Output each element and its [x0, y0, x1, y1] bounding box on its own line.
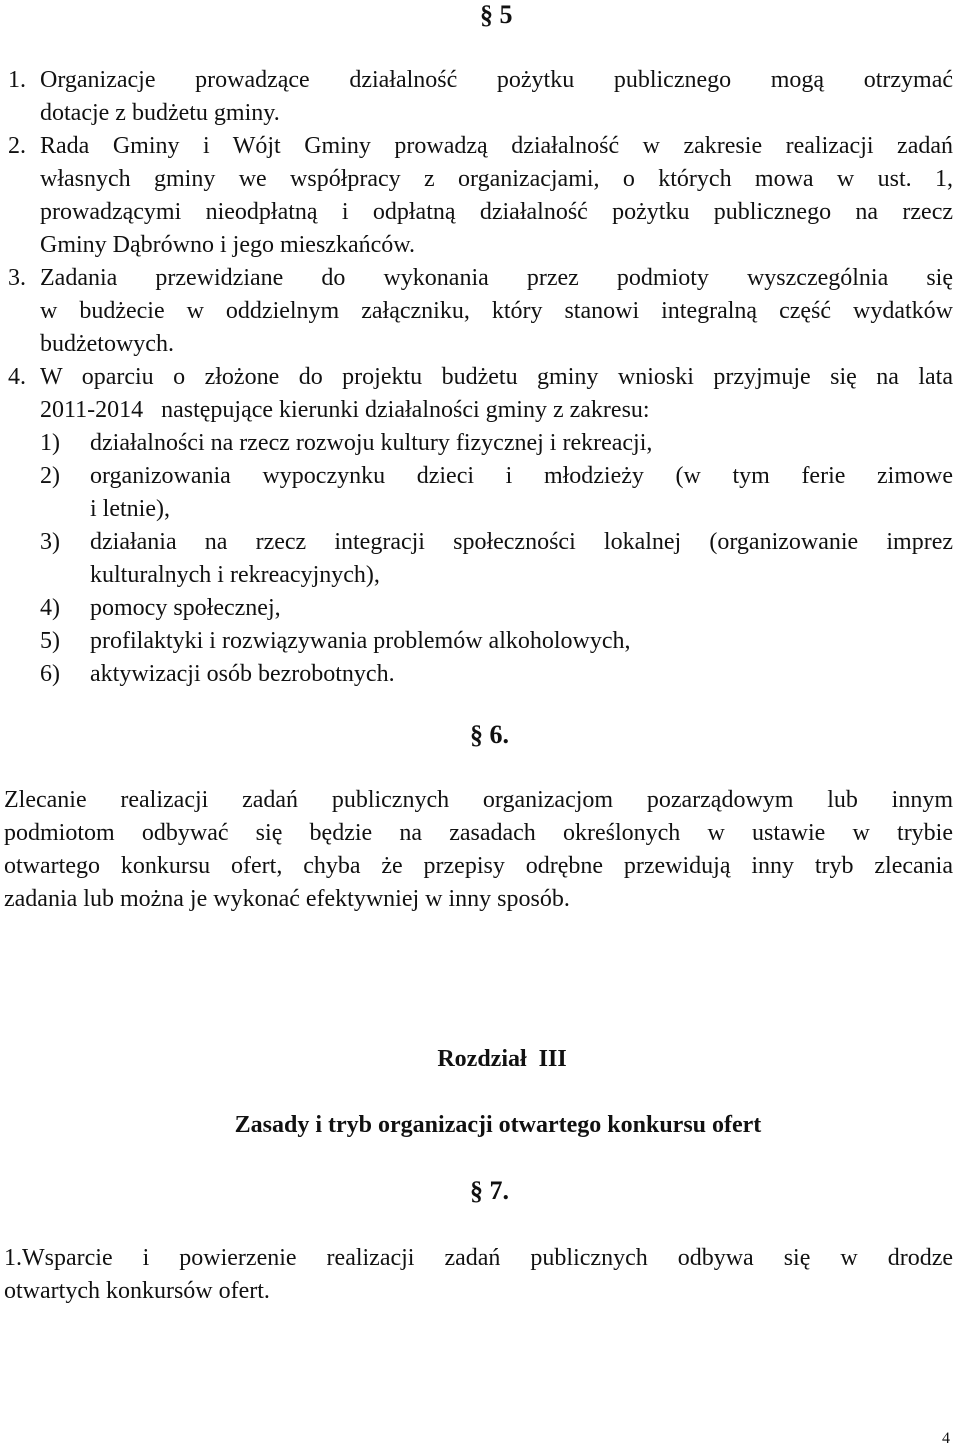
paragraph-4-line: 2011-2014 następujące kierunki działalności gminy z zakresu:	[40, 397, 650, 423]
list-item-text: pomocy społecznej,	[90, 595, 281, 621]
list-item-text: i letnie),	[90, 496, 170, 522]
paragraph-3-number: 3.	[8, 265, 26, 291]
paragraph-3-line: budżetowych.	[40, 331, 174, 357]
section-sign: §	[470, 720, 483, 749]
paragraph-3-line: Zadania przewidziane do wykonania przez podmioty wyszczególnia się	[40, 265, 953, 291]
section-number: 5	[499, 0, 513, 29]
paragraph-2-number: 2.	[8, 133, 26, 159]
section-5-heading	[480, 0, 513, 30]
list-item-number: 5)	[40, 628, 60, 654]
list-item-text: działania na rzecz integracji społeczności lokalnej (organizowanie imprez	[90, 529, 953, 555]
list-item-text: kulturalnych i rekreacyjnych),	[90, 562, 380, 588]
paragraph-2-line: Gminy Dąbrówno i jego mieszkańców.	[40, 232, 416, 258]
section-sign: §	[470, 1176, 483, 1205]
list-item-number: 2)	[40, 463, 60, 489]
paragraph-1-line: dotacje z budżetu gminy.	[40, 100, 280, 126]
section-number: 6.	[489, 720, 509, 749]
section-6-paragraph-line: Zlecanie realizacji zadań publicznych organizacjom pozarządowym lub innym	[4, 787, 953, 813]
list-item-number: 3)	[40, 529, 60, 555]
paragraph-1-number: 1.	[8, 67, 26, 93]
paragraph-2-line: Rada Gminy i Wójt Gminy prowadzą działalność w zakresie realizacji zadań	[40, 133, 953, 159]
paragraph-1-line: Organizacje prowadzące działalność pożytku publicznego mogą otrzymać	[40, 67, 953, 93]
list-item-text: aktywizacji osób bezrobotnych.	[90, 661, 395, 687]
section-7-paragraph-line: otwartych konkursów ofert.	[4, 1278, 270, 1304]
list-item-number: 6)	[40, 661, 60, 687]
list-item-number: 1)	[40, 430, 60, 456]
list-item-text: działalności na rzecz rozwoju kultury fizycznej i rekreacji,	[90, 430, 653, 456]
list-item-text: profilaktyki i rozwiązywania problemów alkoholowych,	[90, 628, 631, 654]
list-item-text: organizowania wypoczynku dzieci i młodzieży (w tym ferie zimowe	[90, 463, 953, 489]
section-7-heading	[470, 1176, 509, 1206]
paragraph-2-line: własnych gminy we współpracy z organizacjami, o których mowa w ust. 1,	[40, 166, 953, 192]
chapter-subtitle: Zasady i tryb organizacji otwartego konkursu ofert	[234, 1112, 762, 1138]
section-6-paragraph-line: podmiotom odbywać się będzie na zasadach określonych w ustawie w trybie	[4, 820, 953, 846]
section-number: 7.	[489, 1176, 509, 1205]
paragraph-2-line: prowadzącymi nieodpłatną i odpłatną działalność pożytku publicznego na rzecz	[40, 199, 953, 225]
section-6-paragraph-line: otwartego konkursu ofert, chyba że przepisy odrębne przewidują inny tryb zlecania	[4, 853, 953, 879]
paragraph-3-line: w budżecie w oddzielnym załączniku, który stanowi integralną część wydatków	[40, 298, 953, 324]
section-sign: §	[480, 0, 493, 29]
section-6-paragraph-line: zadania lub można je wykonać efektywniej w inny sposób.	[4, 886, 570, 912]
chapter-title: Rozdział III	[437, 1046, 567, 1072]
paragraph-4-number: 4.	[8, 364, 26, 390]
list-item-number: 4)	[40, 595, 60, 621]
paragraph-4-line: W oparciu o złożone do projektu budżetu gminy wnioski przyjmuje się na lata	[40, 364, 953, 390]
page-number: 4	[942, 1430, 950, 1447]
section-7-paragraph-line: 1.Wsparcie i powierzenie realizacji zadań publicznych odbywa się w drodze	[4, 1245, 953, 1271]
section-6-heading	[470, 720, 509, 750]
